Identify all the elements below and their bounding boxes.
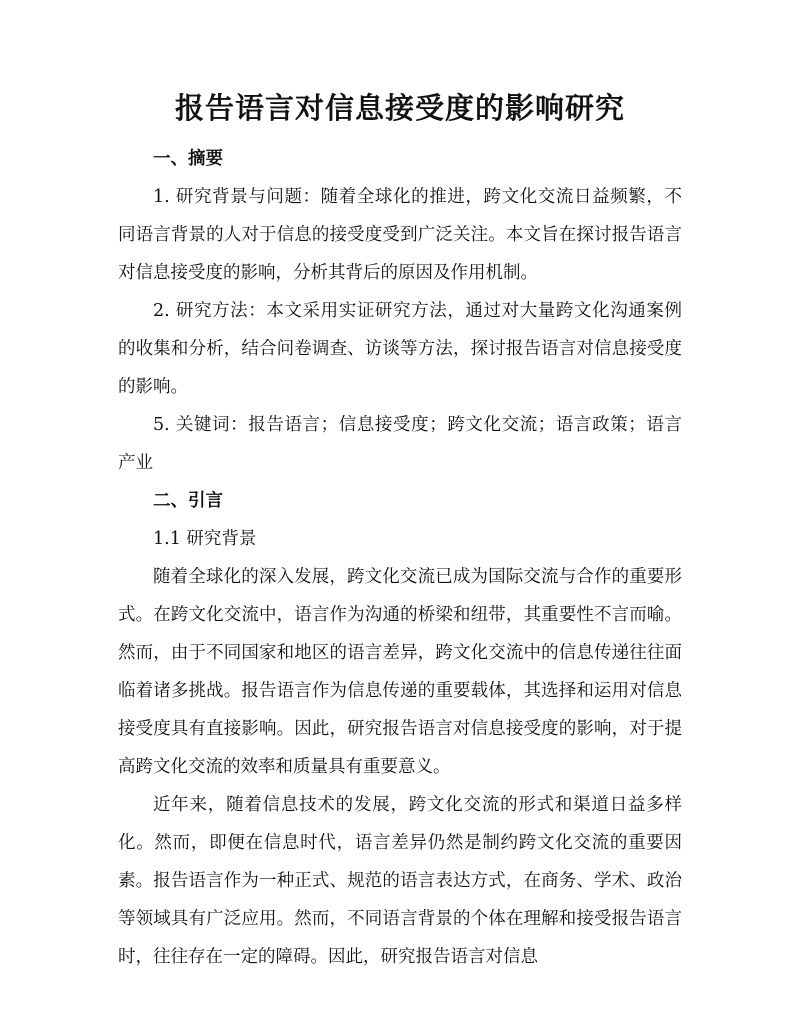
- intro-paragraph-2: 近年来，随着信息技术的发展，跨文化交流的形式和渠道日益多样化。然而，即便在信息时代，语言差异仍然是制约跨文化交流的重要因素。报告语言作为一种正式、规范的语言表达方式，在商务、学术、政治等领域具有广泛应用。然而，不同语言背景的个体在理解和接受报告语言时，往往存在一定的障碍。因此，研究报告语言对信息: [118, 795, 682, 967]
- document-body: [118, 140, 682, 976]
- abstract-heading: 一、摘要: [153, 149, 223, 169]
- abstract-item-1: 1. 研究背景与问题：随着全球化的推进，跨文化交流日益频繁，不同语言背景的人对于信息的接受度受到广泛关注。本文旨在探讨报告语言对信息接受度的影响，分析其背后的原因及作用机制。: [118, 187, 682, 283]
- abstract-item-2: 2. 研究方法：本文采用实证研究方法，通过对大量跨文化沟通案例的收集和分析，结合问卷调查、访谈等方法，探讨报告语言对信息接受度的影响。: [118, 301, 682, 397]
- document-title: 报告语言对信息接受度的影响研究: [174, 91, 625, 125]
- research-background-subheading: 1.1 研究背景: [153, 529, 257, 549]
- intro-paragraph-1: 随着全球化的深入发展，跨文化交流已成为国际交流与合作的重要形式。在跨文化交流中，语言作为沟通的桥梁和纽带，其重要性不言而喻。然而，由于不同国家和地区的语言差异，跨文化交流中的信息传递往往面临着诸多挑战。报告语言作为信息传递的重要载体，其选择和运用对信息接受度具有直接影响。因此，研究报告语言对信息接受度的影响，对于提高跨文化交流的效率和质量具有重要意义。: [118, 567, 682, 777]
- introduction-heading: 二、引言: [153, 491, 223, 511]
- abstract-item-5-keywords: 5. 关键词：报告语言；信息接受度；跨文化交流；语言政策；语言产业: [118, 415, 682, 473]
